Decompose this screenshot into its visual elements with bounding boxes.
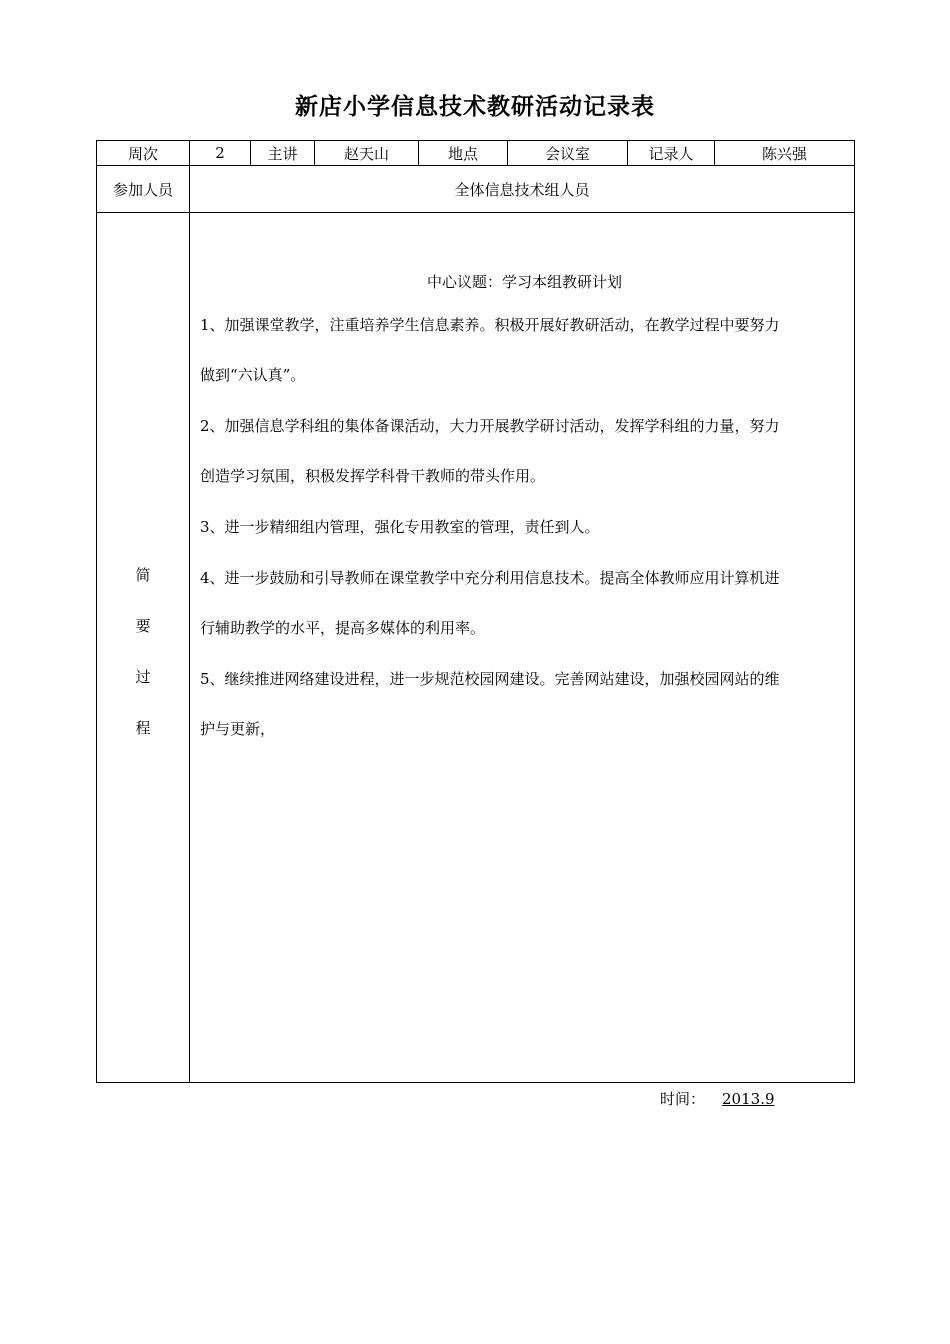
- footer-time: [660, 1089, 775, 1109]
- process-item-line: 护与更新，: [200, 720, 276, 738]
- process-item: [200, 517, 845, 537]
- time-label: 时间：: [660, 1090, 706, 1108]
- recorder-label: 记录人: [628, 141, 715, 166]
- location-label: 地点: [419, 141, 508, 166]
- recorder-value: 陈兴强: [715, 141, 855, 166]
- speaker-label: 主讲: [251, 141, 315, 166]
- participants-row: [97, 166, 855, 213]
- process-item: [200, 568, 845, 638]
- process-item: [200, 416, 845, 486]
- document-title: 新店小学信息技术教研活动记录表: [295, 94, 655, 120]
- process-label-char: 过: [135, 668, 151, 686]
- process-item-line: 行辅助教学的水平，提高多媒体的利用率。: [200, 619, 486, 637]
- process-content-cell: [190, 213, 855, 1083]
- process-label-cell: [97, 213, 190, 1083]
- time-value: 2013.9: [722, 1090, 775, 1108]
- week-label: 周次: [97, 141, 190, 166]
- location-value: 会议室: [508, 141, 628, 166]
- activity-record-table: [96, 140, 855, 1083]
- process-item-line: 1、加强课堂教学，注重培养学生信息素养。积极开展好教研活动，在教学过程中要努力: [200, 316, 780, 334]
- week-value: 2: [190, 141, 251, 166]
- speaker-value: 赵天山: [315, 141, 419, 166]
- process-item-line: 3、进一步精细组内管理，强化专用教室的管理，责任到人。: [200, 518, 600, 536]
- process-item: [200, 669, 845, 739]
- participants-label: 参加人员: [97, 166, 190, 213]
- process-item-line: 5、继续推进网络建设进程，进一步规范校园网建设。完善网站建设，加强校园网站的维: [200, 670, 780, 688]
- process-label-char: 简: [135, 566, 151, 584]
- process-label-char: 程: [135, 719, 151, 737]
- process-item-line: 创造学习氛围，积极发挥学科骨干教师的带头作用。: [200, 467, 546, 485]
- central-topic: 中心议题：学习本组教研计划: [426, 273, 622, 291]
- process-item: [200, 315, 845, 385]
- process-item-line: 做到“六认真”。: [200, 366, 306, 384]
- header-row: [97, 141, 855, 166]
- participants-value: 全体信息技术组人员: [190, 166, 855, 213]
- process-label-char: 要: [135, 617, 151, 635]
- process-content: [190, 213, 854, 739]
- process-item-line: 4、进一步鼓励和引导教师在课堂教学中充分利用信息技术。提高全体教师应用计算机进: [200, 569, 780, 587]
- process-row: [97, 213, 855, 1083]
- process-item-line: 2、加强信息学科组的集体备课活动，大力开展教学研讨活动，发挥学科组的力量，努力: [200, 417, 780, 435]
- process-label: [97, 557, 189, 738]
